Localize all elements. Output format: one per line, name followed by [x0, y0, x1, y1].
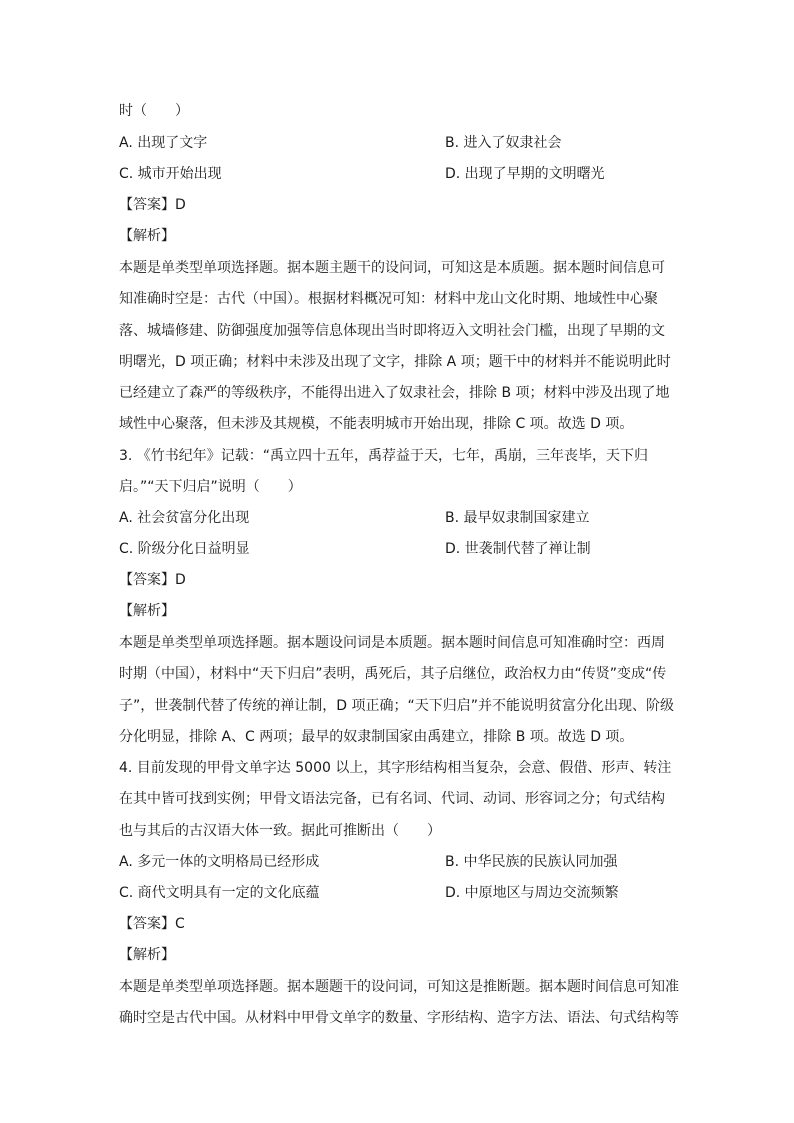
q3-option-c: C. 阶级分化日益明显 [119, 541, 250, 557]
q3-analysis [119, 633, 675, 758]
q4-option-b: B. 中华民族的民族认同加强 [445, 854, 618, 870]
stem-line: 3. 《竹书纪年》记载：“禹立四十五年，禹荐益于天，七年，禹崩，三年丧毕，天下归 [119, 448, 649, 464]
q2-option-d: D. 出现了早期的文明曙光 [445, 166, 605, 182]
q3-option-b: B. 最早奴隶制国家建立 [445, 510, 590, 526]
analysis-line: 本题是单类型单项选择题。据本题主题干的设问词，可知这是本质题。据本题时间信息可 [119, 260, 665, 276]
stem-line: 启。”“天下归启”说明（ ） [119, 479, 302, 496]
q4-answer: 【答案】C [119, 916, 185, 932]
stem-line: 也与其后的古汉语大体一致。据此可推断出（ ） [119, 822, 441, 839]
q2-analysis [119, 258, 675, 446]
q4-option-d: D. 中原地区与周边交流频繁 [445, 885, 619, 901]
q4-stem [119, 758, 675, 852]
analysis-line: 明曙光，D 项正确；材料中未涉及出现了文字，排除 A 项；题干中的材料并不能说明此时 [119, 353, 671, 370]
q3-option-d: D. 世袭制代替了禅让制 [445, 541, 591, 557]
analysis-line: 域性中心聚落，但未涉及其规模，不能表明城市开始出现，排除 C 项。故选 D 项。 [119, 416, 634, 433]
analysis-line: 时期（中国），材料中“天下归启”表明，禹死后，其子启继位，政治权力由“传贤”变成“传 [119, 666, 667, 683]
q4-analysis [119, 977, 679, 1040]
analysis-line: 分化明显，排除 A、C 两项；最早的奴隶制国家由禹建立，排除 B 项。故选 D 项。 [119, 728, 634, 745]
q2-option-b: B. 进入了奴隶社会 [445, 135, 562, 151]
stem-line: 4. 目前发现的甲骨文单字达 5000 以上，其字形结构相当复杂，会意、假借、形声、转注 [119, 760, 672, 776]
analysis-line: 知准确时空是：古代（中国）。根据材料概况可知：材料中龙山文化时期、地域性中心聚 [119, 291, 658, 308]
q4-analysis-heading: 【解析】 [119, 947, 175, 963]
q4-option-c: C. 商代文明具有一定的文化底蕴 [119, 885, 320, 901]
q3-stem [119, 446, 675, 509]
q2-option-c: C. 城市开始出现 [119, 166, 222, 182]
analysis-line: 已经建立了森严的等级秩序，不能得出进入了奴隶社会，排除 B 项；材料中涉及出现了地 [119, 385, 670, 402]
analysis-line: 本题是单类型单项选择题。据本题设问词是本质题。据本题时间信息可知准确时空：西周 [119, 635, 665, 651]
q4-option-a: A. 多元一体的文明格局已经形成 [119, 854, 320, 870]
analysis-line: 确时空是古代中国。从材料中甲骨文单字的数量、字形结构、造字方法、语法、句式结构等 [119, 1010, 679, 1027]
q3-answer: 【答案】D [119, 572, 186, 588]
analysis-line: 本题是单类型单项选择题。据本题题干的设问词，可知这是推断题。据本题时间信息可知准 [119, 979, 679, 995]
analysis-line: 子”，世袭制代替了传统的禅让制，D 项正确；“天下归启”并不能说明贫富分化出现、阶级 [119, 697, 674, 714]
q2-answer: 【答案】D [119, 197, 186, 213]
q3-option-a: A. 社会贫富分化出现 [119, 510, 250, 526]
q2-option-a: A. 出现了文字 [119, 135, 208, 151]
q3-analysis-heading: 【解析】 [119, 603, 175, 619]
analysis-line: 落、城墙修建、防御强度加强等信息体现出当时即将迈入文明社会门槛，出现了早期的文 [119, 322, 665, 339]
q2-stem-tail: 时（ ） [119, 103, 189, 119]
stem-line: 在其中皆可找到实例；甲骨文语法完备，已有名词、代词、动词、形容词之分；句式结构 [119, 791, 665, 808]
q2-analysis-heading: 【解析】 [119, 228, 175, 244]
